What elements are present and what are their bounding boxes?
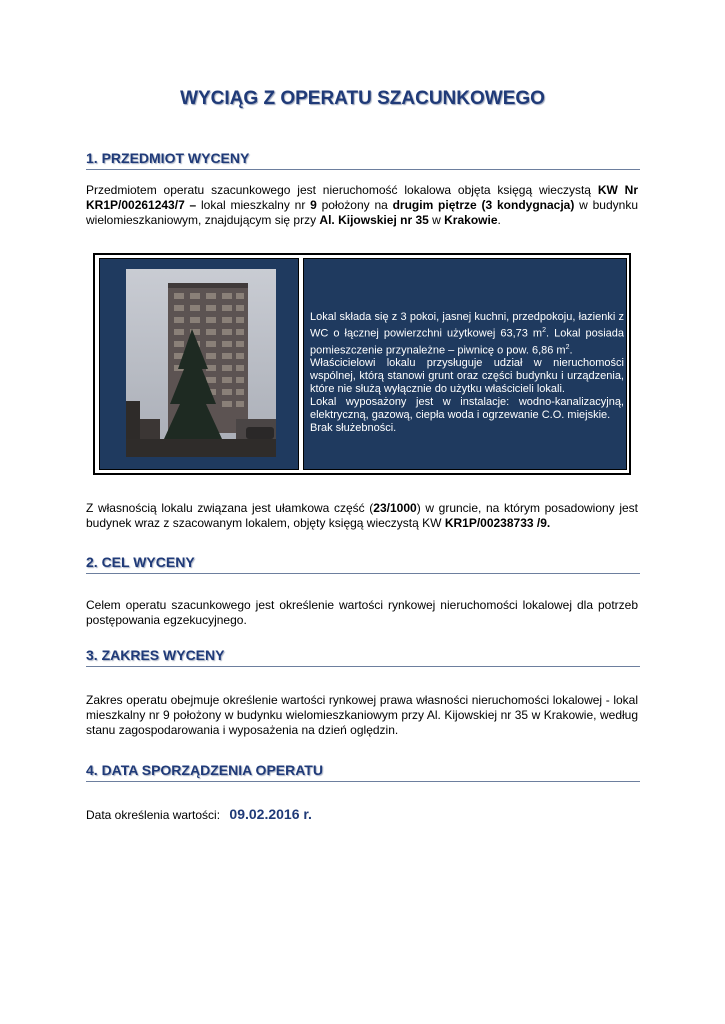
valuation-date-line <box>86 806 312 822</box>
photo-panel <box>99 258 299 470</box>
scope-paragraph: Zakres operatu obejmuje określenie wartości rynkowej prawa własności nieruchomości lokalowej - lokal mieszkalny nr 9 położony w budynku wielomieszkaniowym przy Al. Kijowskiej nr 35 w Krakowie, według stanu zagospodarowania i wyposażenia na dzień oględzin. <box>86 693 638 737</box>
subject-paragraph: Przedmiotem operatu szacunkowego jest nieruchomość lokalowa objęta księgą wieczystą KW Nr KR1P/00261243/7 – lokal mieszkalny nr 9 położony na drugim piętrze (3 kondygnacja) w budynku wielomieszkaniowym, znajdującym się przy Al. Kijowskiej nr 35 w Krakowie. <box>86 183 638 227</box>
description-layout: Lokal składa się z 3 pokoi, jasnej kuchni, przedpokoju, łazienki z WC o łącznej powierzchni użytkowej 63,73 $m^2$. Lokal posiada pomieszczenie przynależne – piwnicę o pow. 6,86 $m^2$. <box>310 311 624 357</box>
description-easements: Brak służebności. <box>310 422 397 435</box>
description-panel <box>303 258 627 470</box>
valuation-date-value: 09.02.2016 r. <box>229 806 312 822</box>
property-info-box <box>93 253 631 475</box>
section-heading-purpose: 2. CEL WYCENY <box>86 554 640 574</box>
property-description <box>310 311 624 435</box>
page-title: WYCIĄG Z OPERATU SZACUNKOWEGO <box>180 88 545 109</box>
description-ownership: Właścicielowi lokalu przysługuje udział w nieruchomości wspólnej, którą stanowi grunt oraz części budynku i urządzenia, które nie służą wyłącznie do użytku właścicieli lokali. <box>310 357 624 396</box>
purpose-paragraph: Celem operatu szacunkowego jest określenie wartości rynkowej nieruchomości lokalowej dla potrzeb postępowania egzekucyjnego. <box>86 598 638 627</box>
land-share-paragraph: Z własnością lokalu związana jest ułamkowa część (23/1000) w gruncie, na którym posadowiony jest budynek wraz z szacowanym lokalem, objęty księgą wieczystą KW KR1P/00238733 /9. <box>86 501 638 530</box>
description-installations: Lokal wyposażony jest w instalacje: wodno-kanalizacyjną, elektryczną, gazową, ciepła woda i ogrzewanie C.O. miejskie. <box>310 396 624 422</box>
section-heading-scope: 3. ZAKRES WYCENY <box>86 647 640 667</box>
section-heading-subject: 1. PRZEDMIOT WYCENY <box>86 150 640 170</box>
building-photo <box>126 269 276 457</box>
valuation-date-label: Data określenia wartości: <box>86 808 221 822</box>
section-heading-date: 4. DATA SPORZĄDZENIA OPERATU <box>86 762 640 782</box>
